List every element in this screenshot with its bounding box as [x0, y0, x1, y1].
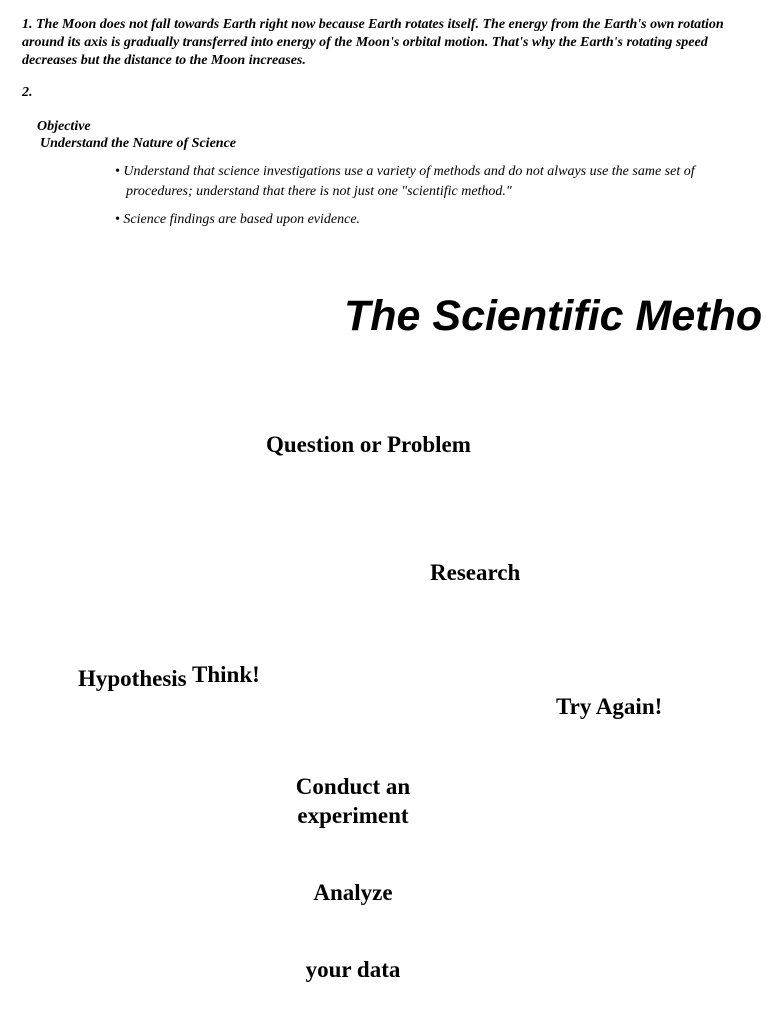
step-question-or-problem: Question or Problem [266, 432, 471, 457]
step-try-again: Try Again! [556, 694, 663, 719]
step-your-data: your data [305, 957, 401, 982]
step-analyze: Analyze [313, 880, 393, 905]
objective-subheading: Understand the Nature of Science [40, 136, 236, 151]
slide-title: The Scientific Metho [344, 292, 763, 340]
answer-1-paragraph: 1. The Moon does not fall towards Earth right now because Earth rotates itself. The energy from the Earth's own rotation around its axis is gradually transferred into energy of the Moon's orbital motion. That's why the Earth's rotating speed decreases but the distance to the Moon increases. [22, 17, 724, 68]
objective-bullet-evidence: • Science findings are based upon evidence. [115, 212, 361, 227]
objective-bullet-methods: • Understand that science investigations use a variety of methods and do not always use the same set of procedures; understand that there is not just one "scientific method." [115, 164, 695, 199]
answer-2-number: 2. [22, 85, 33, 100]
step-think: Think! [192, 662, 260, 687]
step-hypothesis: Hypothesis [78, 666, 187, 691]
objective-heading: Objective [37, 119, 91, 134]
step-conduct-experiment: Conduct an experiment [295, 774, 411, 828]
step-research: Research [430, 560, 521, 585]
